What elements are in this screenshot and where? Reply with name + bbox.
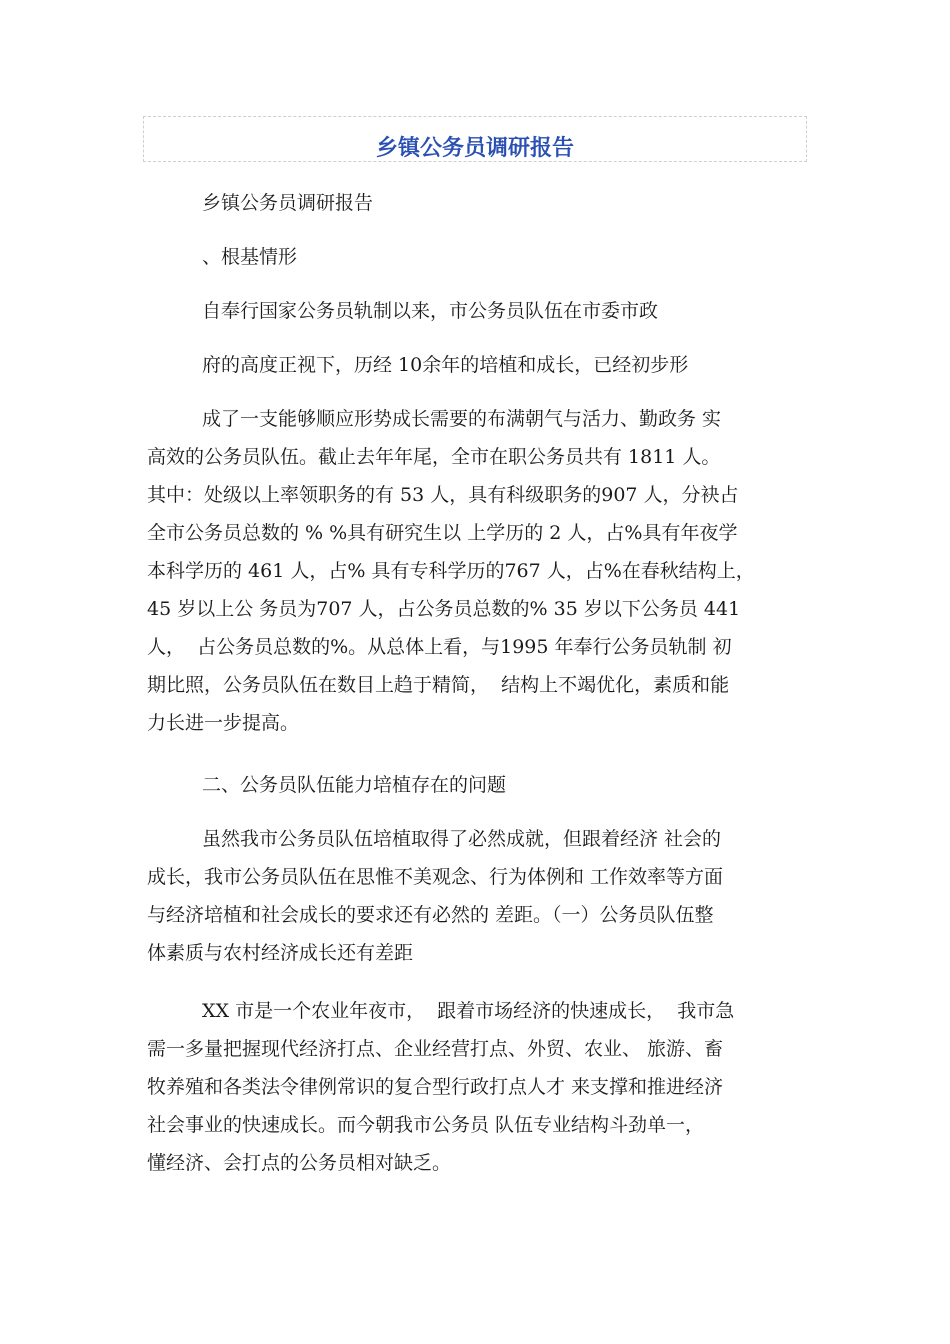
paragraph-4: XX 市是一个农业年夜市， 跟着市场经济的快速成长， 我市急 需一多量把握现代经济打点、企业经营打点、外贸、农业、 旅游、畜 牧养殖和各类法令律例常识的复合型行政打点人才 来支撑和推进经济 社会事业的快速成长。而今朝我市公务员 队伍专业结构斗劲单一， 懂经济、会打点的公务员相对缺乏。: [147, 1000, 735, 1174]
paragraph-3: 虽然我市公务员队伍培植取得了必然成就，但跟着经济 社会的 成长，我市公务员队伍在思惟不美观念、行为体例和 工作效率等方面 与经济培植和社会成长的要求还有必然的 差距。（一）公务员队伍整 体素质与农村经济成长还有差距: [147, 828, 724, 964]
document-title: 乡镇公务员调研报告: [375, 136, 574, 161]
section-heading-1: 、根基情形: [202, 246, 298, 268]
document-subtitle: 乡镇公务员调研报告: [202, 192, 374, 214]
section-heading-2: 二、公务员队伍能力培植存在的问题: [202, 774, 507, 796]
paragraph-1: 自奉行国家公务员轨制以来，市公务员队伍在市委市政 府的高度正视下，历经 10余年的培植和成长，已经初步形: [202, 300, 689, 376]
paragraph-2: 成了一支能够顺应形势成长需要的布满朝气与活力、勤政务 实 高效的公务员队伍。截止去年年尾，全市在职公务员共有 1811 人。 其中：处级以上率领职务的有 53 人，具有科级职务的907 人，分袂占 全市公务员总数的 % %具有研究生以 上学历的 2 人，占%具有年夜学 本科学历的 461 人，占% 具有专科学历的767 人，占%在春秋结构上， 45 岁以上公 务员为707 人，占公务员总数的% 35 岁以下公务员 441 人， 占公务员总数的%。从总体上看，与1995 年奉行公务员轨制 初 期比照，公务员队伍在数目上趋于精简， 结构上不竭优化，素质和能 力长进一步提高。: [147, 408, 755, 734]
